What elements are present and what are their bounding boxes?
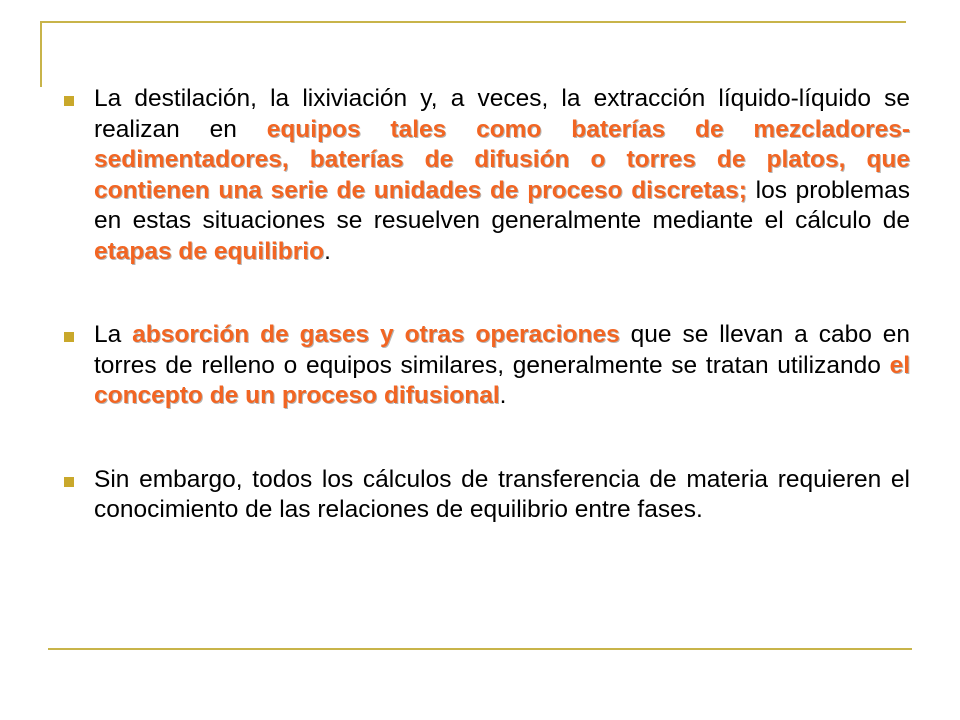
frame-bottom-line	[48, 648, 912, 650]
bullet-text-segment: Sin embargo, todos los cálculos de transferencia de materia requieren el conocimiento de las relaciones de equilibrio entre fases.	[94, 465, 910, 523]
bullet-text-segment: La	[94, 321, 133, 348]
frame-left-line	[40, 21, 42, 87]
bullet-text-segment: los problemas en estas situaciones se resuelven generalmente mediante el cálculo de	[94, 176, 910, 234]
bullet-text	[94, 465, 910, 526]
bullet-text-segment: La destilación, la lixiviación y, a veces, la extracción líquido-líquido se realizan en	[94, 85, 910, 143]
highlighted-text: equipos tales como baterías de mezcladores-sedimentadores, baterías de difusión o torres de platos, que contienen una serie de unidades de proceso discretas;	[94, 115, 911, 204]
bullet-text-segment: .	[324, 237, 331, 265]
square-bullet-icon	[64, 332, 74, 342]
square-bullet-icon	[64, 477, 74, 487]
bullet-item-destilacion	[64, 84, 910, 267]
bullet-item-absorcion	[64, 320, 910, 412]
bullet-text	[94, 84, 910, 267]
slide-content	[64, 84, 910, 579]
frame-top-line	[40, 21, 906, 23]
bullet-text-segment: .	[499, 382, 507, 409]
bullet-text	[94, 320, 910, 412]
bullet-text-segment: que se llevan a cabo en torres de relleno o equipos similares, generalmente se tratan utilizando	[94, 321, 910, 379]
square-bullet-icon	[64, 96, 74, 106]
highlighted-text: el concepto de un proceso difusional	[94, 351, 910, 409]
highlighted-text: absorción de gases y otras operaciones	[132, 321, 620, 348]
highlighted-text: etapas de equilibrio	[94, 237, 325, 265]
bullet-item-equilibrio	[64, 465, 910, 526]
